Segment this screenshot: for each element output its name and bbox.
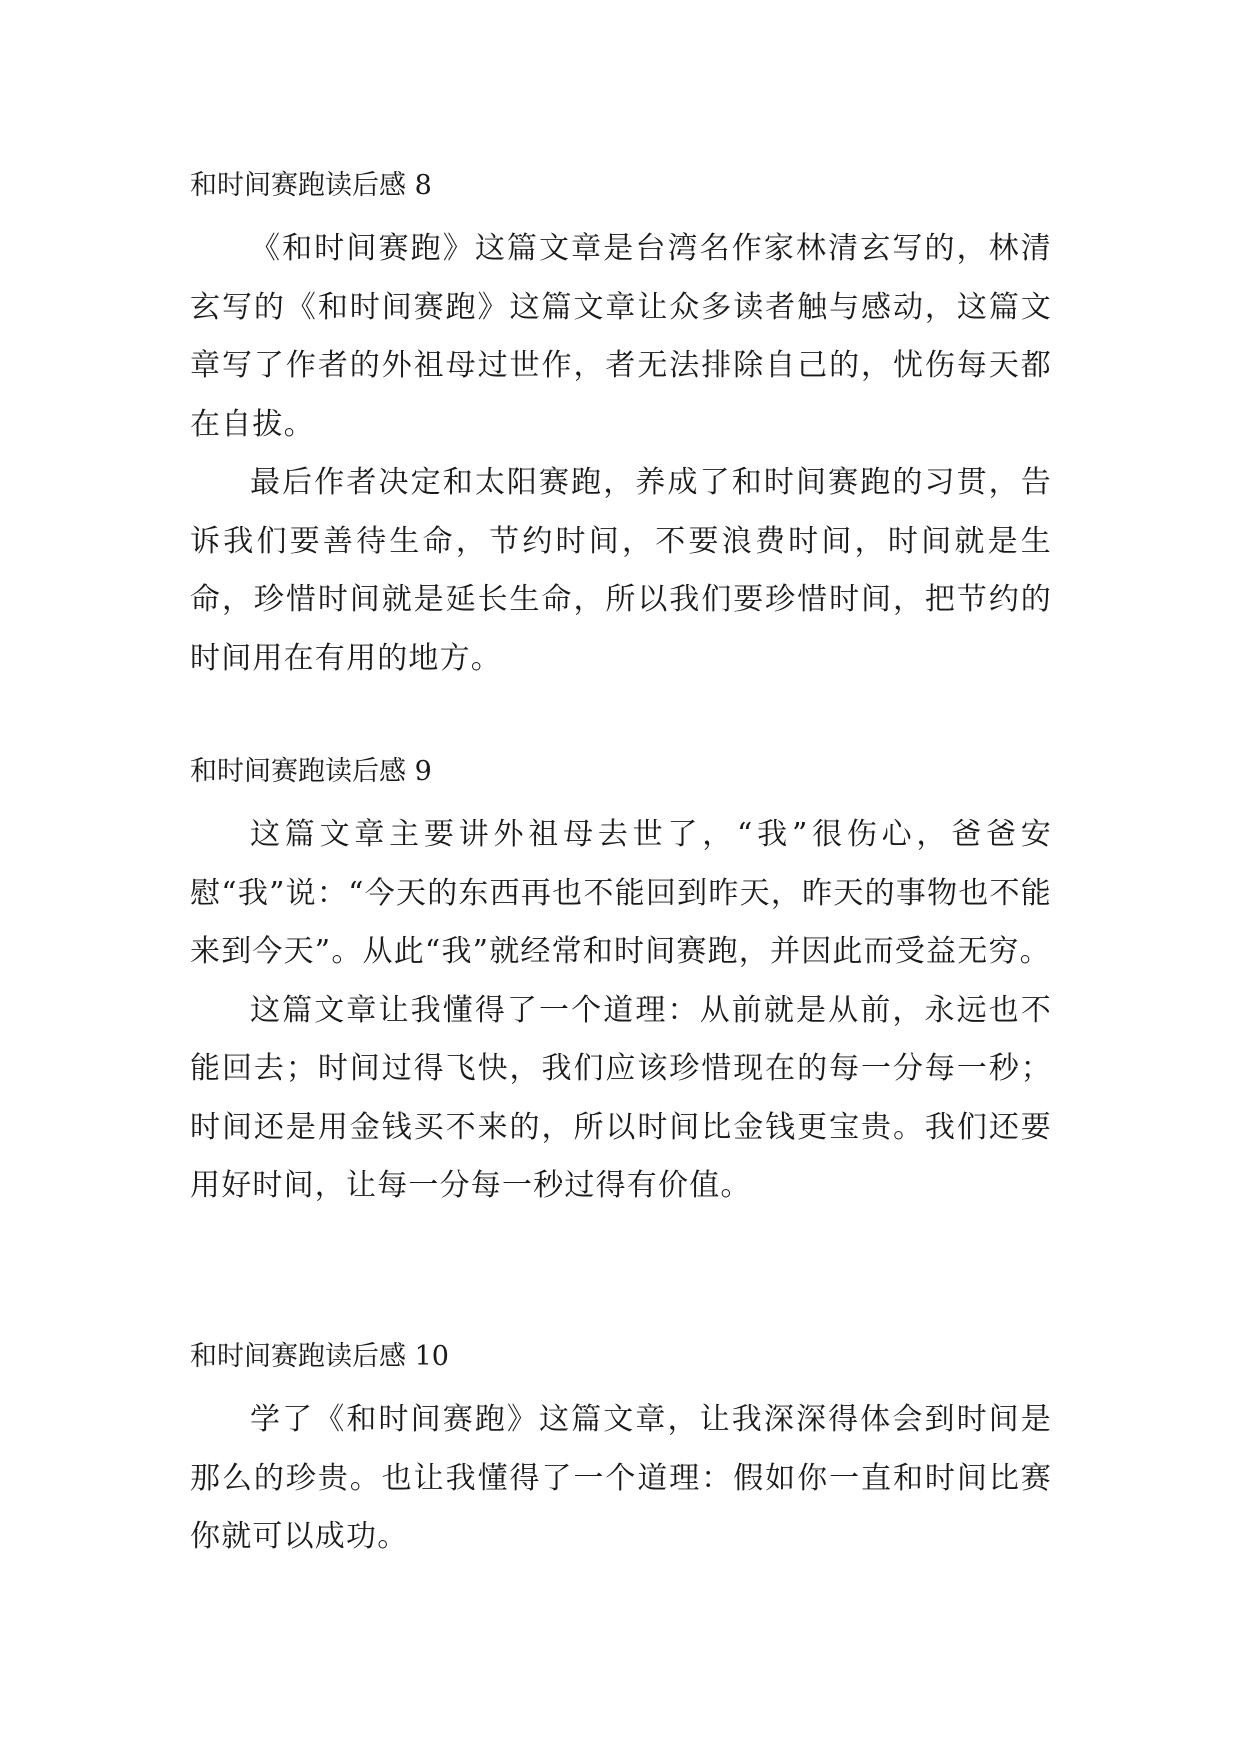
paragraph: 最后作者决定和太阳赛跑，养成了和时间赛跑的习贯，告诉我们要善待生命，节约时间，不要浪费时间，时间就是生命，珍惜时间就是延长生命，所以我们要珍惜时间，把节约的时间用在有用的地方。 (190, 465, 1052, 676)
essay-section-10 (190, 1337, 1052, 1567)
paragraph: 学了《和时间赛跑》这篇文章，让我深深得体会到时间是那么的珍贵。也让我懂得了一个道理：假如你一直和时间比赛你就可以成功。 (190, 1402, 1052, 1554)
paragraph: 这篇文章主要讲外祖母去世了，“我”很伤心，爸爸安慰“我”说：“今天的东西再也不能回到昨天，昨天的事物也不能来到今天”。从此“我”就经常和时间赛跑，并因此而受益无穷。 (190, 817, 1052, 969)
section-title: 和时间赛跑读后感 8 (190, 170, 432, 201)
section-title: 和时间赛跑读后感 10 (190, 1341, 449, 1372)
paragraph: 这篇文章让我懂得了一个道理：从前就是从前，永远也不能回去；时间过得飞快，我们应该珍惜现在的每一分每一秒；时间还是用金钱买不来的，所以时间比金钱更宝贵。我们还要用好时间，让每一分每一秒过得有价值。 (190, 992, 1052, 1203)
paragraph: 《和时间赛跑》这篇文章是台湾名作家林清玄写的，林清玄写的《和时间赛跑》这篇文章让众多读者触与感动，这篇文章写了作者的外祖母过世作，者无法排除自己的，忧伤每天都在自拔。 (190, 231, 1052, 442)
essay-section-8 (190, 166, 1052, 688)
essay-section-9 (190, 752, 1052, 1216)
section-title: 和时间赛跑读后感 9 (190, 756, 432, 787)
